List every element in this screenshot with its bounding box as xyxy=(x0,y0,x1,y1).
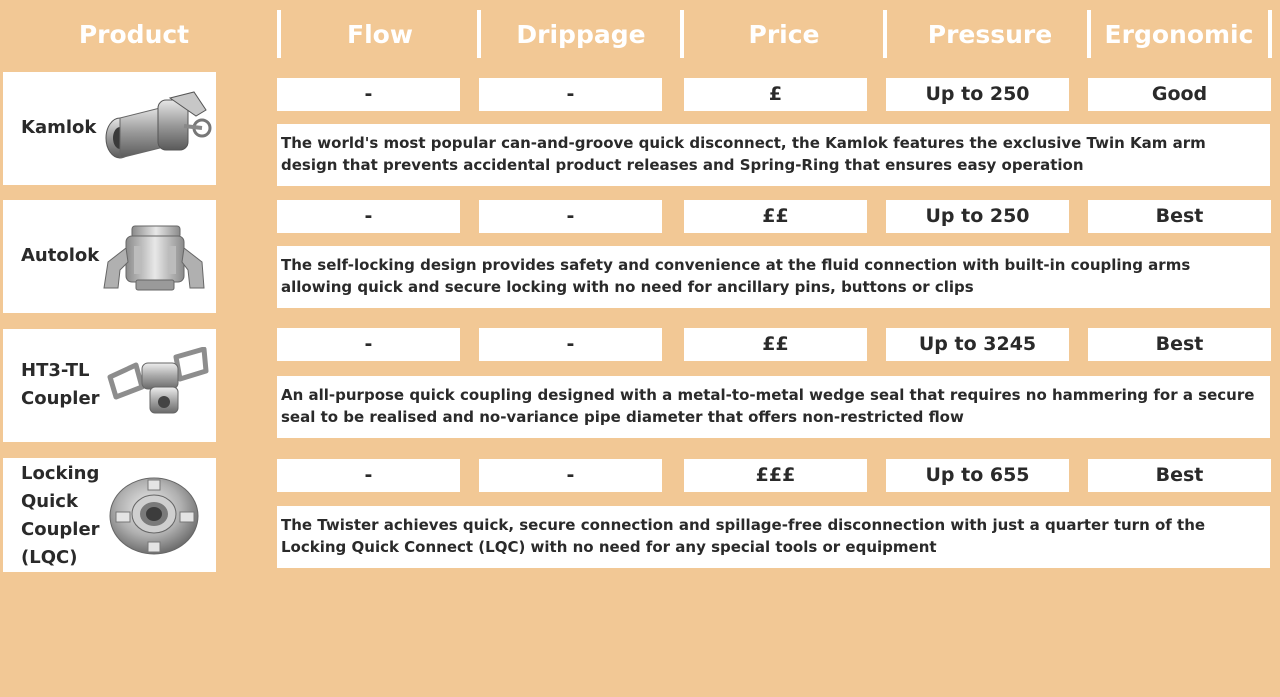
product-card xyxy=(3,458,216,572)
header-price: Price xyxy=(748,20,820,49)
pressure-cell: Up to 655 xyxy=(886,459,1069,492)
header-flow: Flow xyxy=(347,20,413,49)
price-cell: ££ xyxy=(684,200,867,233)
product-description: The world's most popular can-and-groove quick disconnect, the Kamlok features the exclusive Twin Kam arm design that prevents accidental product releases and Spring-Ring that ensures easy operation xyxy=(277,124,1270,186)
product-name: HT3-TL Coupler xyxy=(21,360,100,409)
price-cell: £££ xyxy=(684,459,867,492)
kamlok-coupling-image xyxy=(98,86,216,172)
product-description: An all-purpose quick coupling designed with a metal-to-metal wedge seal that requires no hammering for a secure seal to be realised and no-variance pipe diameter that offers non-restricted flow xyxy=(277,376,1270,438)
product-name: Kamlok xyxy=(21,117,97,138)
ergonomic-cell: Best xyxy=(1088,459,1271,492)
ergonomic-cell: Best xyxy=(1088,200,1271,233)
product-card xyxy=(3,329,216,442)
header-divider xyxy=(1268,10,1272,58)
pressure-cell: Up to 250 xyxy=(886,200,1069,233)
ht3-tl-coupler-image xyxy=(106,347,210,419)
flow-cell: - xyxy=(277,459,460,492)
product-name: Locking Quick Coupler (LQC) xyxy=(21,463,100,568)
header-ergonomic: Ergonomic xyxy=(1104,20,1254,49)
lqc-coupling-image xyxy=(106,470,204,560)
header-product: Product xyxy=(78,20,190,49)
flow-cell: - xyxy=(277,78,460,111)
ergonomic-cell: Good xyxy=(1088,78,1271,111)
header-pressure: Pressure xyxy=(927,20,1053,49)
price-cell: ££ xyxy=(684,328,867,361)
product-name: Autolok xyxy=(21,245,100,266)
product-card xyxy=(3,72,216,185)
pressure-cell: Up to 250 xyxy=(886,78,1069,111)
drippage-cell: - xyxy=(479,328,662,361)
autolok-coupling-image xyxy=(98,222,210,298)
price-cell: £ xyxy=(684,78,867,111)
flow-cell: - xyxy=(277,200,460,233)
ergonomic-cell: Best xyxy=(1088,328,1271,361)
pressure-cell: Up to 3245 xyxy=(886,328,1069,361)
flow-cell: - xyxy=(277,328,460,361)
product-description: The self-locking design provides safety and convenience at the fluid connection with built-in coupling arms allowing quick and secure locking with no need for ancillary pins, buttons or clips xyxy=(277,246,1270,308)
drippage-cell: - xyxy=(479,200,662,233)
product-card xyxy=(3,200,216,313)
drippage-cell: - xyxy=(479,459,662,492)
drippage-cell: - xyxy=(479,78,662,111)
header-drippage: Drippage xyxy=(516,20,646,49)
product-description: The Twister achieves quick, secure connection and spillage-free disconnection with just a quarter turn of the Locking Quick Connect (LQC) with no need for any special tools or equipment xyxy=(277,506,1270,568)
